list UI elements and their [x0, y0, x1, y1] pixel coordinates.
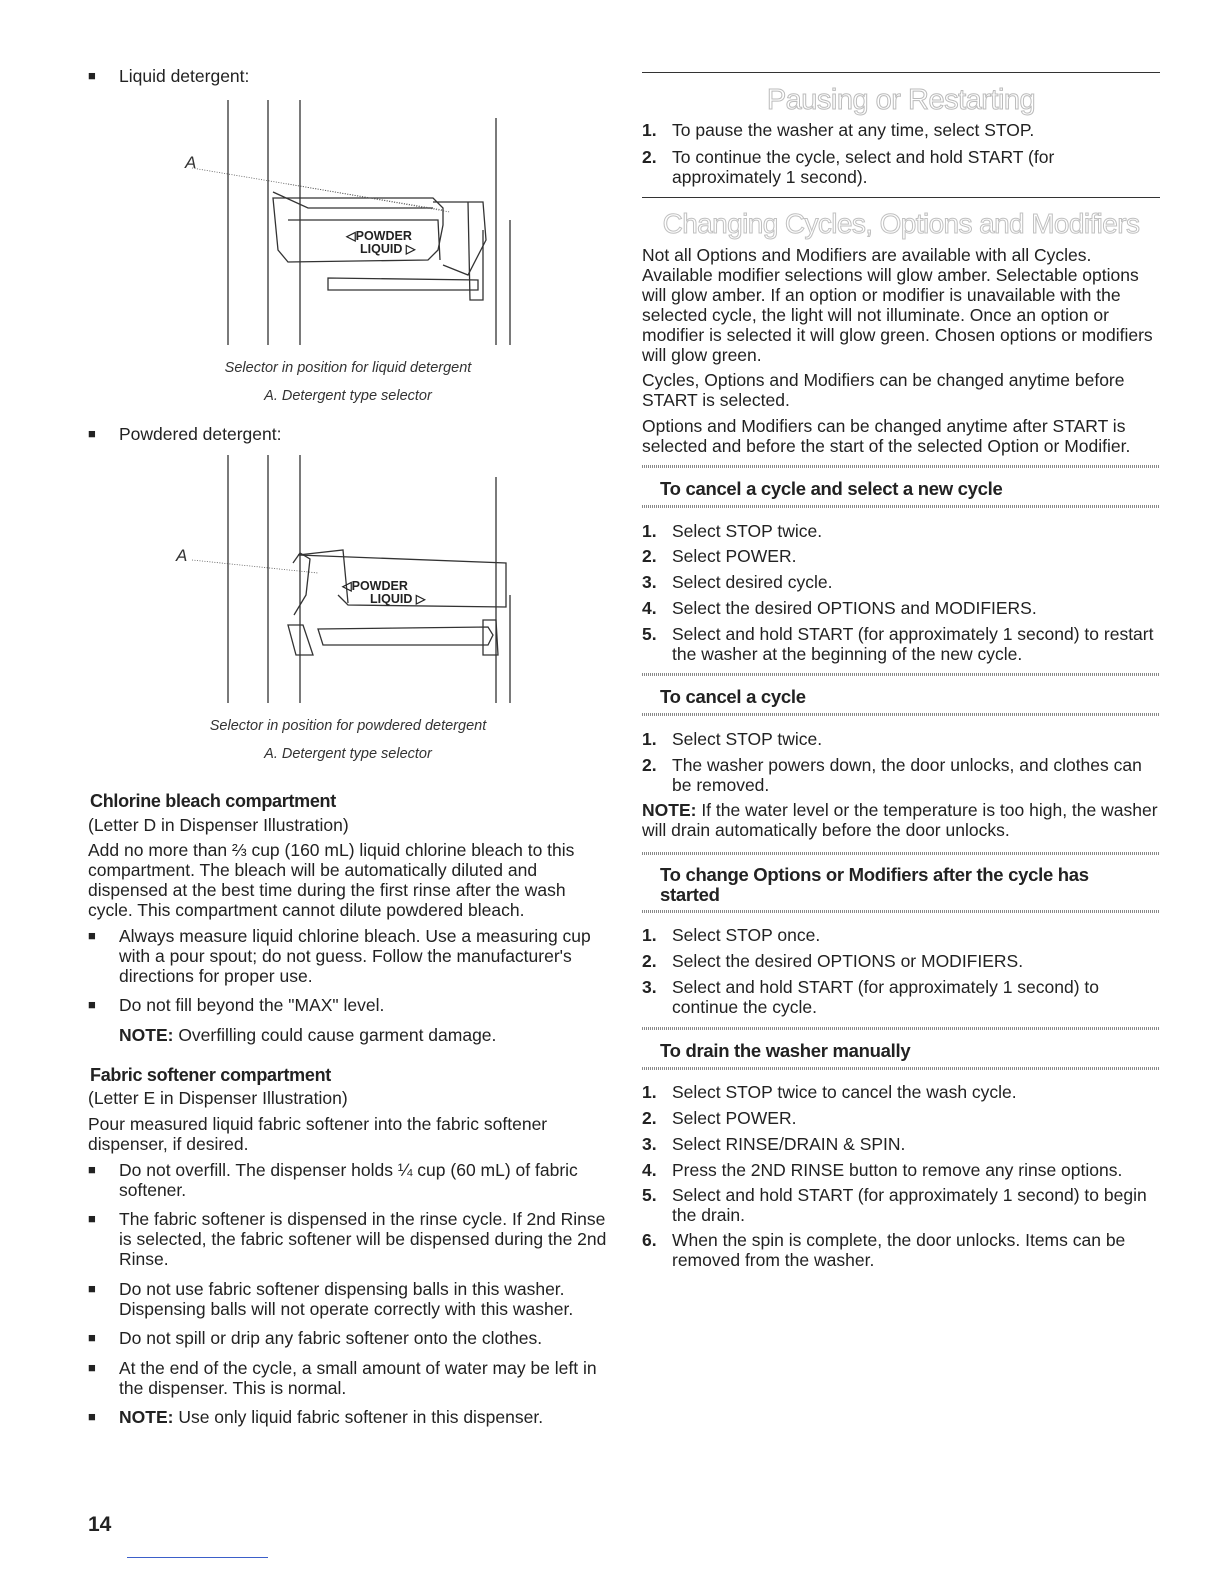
- softener-bullet-5: ■ At the end of the cycle, a small amount of water may be left in the dispenser. This is normal.: [88, 1358, 597, 1398]
- cancel-note: NOTE: If the water level or the temperature is too high, the washer will drain automatically before the door unlocks.: [642, 800, 1158, 840]
- bullet-square-icon: ■: [88, 997, 96, 1012]
- change-options-heading: To change Options or Modifiers after the cycle has started: [660, 864, 1089, 905]
- chlorine-sub: (Letter D in Dispenser Illustration): [88, 815, 349, 835]
- drain-step-2: 2. Select POWER.: [642, 1108, 797, 1128]
- liquid-label: LIQUID ▷: [360, 242, 416, 256]
- bullet-square-icon: ■: [88, 928, 96, 943]
- powder-label: ◁POWDER: [342, 579, 408, 593]
- pausing-title: Pausing or Restarting: [766, 84, 1036, 116]
- figure-label-a: A: [176, 546, 188, 565]
- change-options-step-2: 2. Select the desired OPTIONS or MODIFIERS.: [642, 951, 1024, 971]
- cancel-heading: To cancel a cycle: [660, 686, 806, 707]
- figure1-subcaption: A. Detergent type selector: [264, 388, 432, 404]
- page-number: 14: [88, 1513, 112, 1536]
- dotted-rule: [642, 910, 1160, 913]
- liquid-selector-illustration: [88, 100, 608, 350]
- softener-bullet-4: ■ Do not spill or drip any fabric softener onto the clothes.: [88, 1328, 543, 1348]
- footer-rule: [127, 1557, 268, 1558]
- cancel-new-step-4: 4. Select the desired OPTIONS and MODIFIERS.: [642, 598, 1037, 618]
- bullet-liquid-detergent: ■ Liquid detergent:: [88, 66, 250, 86]
- softener-body: Pour measured liquid fabric softener into the fabric softener dispenser, if desired.: [88, 1114, 548, 1154]
- cancel-new-step-5: 5. Select and hold START (for approximately 1 second) to restart the washer at the beginning of the new cycle.: [642, 624, 1154, 664]
- bullet-square-icon: ■: [88, 68, 96, 83]
- figure-label-a: A: [185, 153, 197, 172]
- changing-paragraph-2: Cycles, Options and Modifiers can be changed anytime before START is selected.: [642, 370, 1125, 410]
- bullet-square-icon: ■: [88, 1360, 96, 1375]
- note-label: NOTE:: [642, 800, 697, 820]
- drain-step-4: 4. Press the 2ND RINSE button to remove any rinse options.: [642, 1160, 1123, 1180]
- changing-paragraph-3: Options and Modifiers can be changed anytime after START is selected and before the start of the selected Option or Modifier.: [642, 416, 1131, 456]
- softener-sub: (Letter E in Dispenser Illustration): [88, 1088, 348, 1108]
- dotted-rule: [642, 673, 1160, 676]
- softener-bullet-3: ■ Do not use fabric softener dispensing balls in this washer. Dispensing balls will not operate correctly with this washer.: [88, 1279, 574, 1319]
- change-options-step-1: 1. Select STOP once.: [642, 925, 821, 945]
- drain-step-5: 5. Select and hold START (for approximately 1 second) to begin the drain.: [642, 1185, 1147, 1225]
- pausing-step-2: 2. To continue the cycle, select and hold START (for approximately 1 second).: [642, 147, 1055, 187]
- chlorine-note: NOTE: Overfilling could cause garment damage.: [119, 1025, 497, 1045]
- chlorine-heading: Chlorine bleach compartment: [90, 791, 336, 811]
- softener-heading: Fabric softener compartment: [90, 1065, 331, 1085]
- bullet-square-icon: ■: [88, 1162, 96, 1177]
- bullet-square-icon: ■: [88, 1281, 96, 1296]
- figure2-caption: Selector in position for powdered detergent: [209, 718, 487, 734]
- figure1-caption: Selector in position for liquid detergent: [224, 360, 472, 376]
- softener-bullet-1: ■ Do not overfill. The dispenser holds ¼ cup (60 mL) of fabric softener.: [88, 1160, 578, 1200]
- dotted-rule: [642, 1027, 1160, 1030]
- bullet-square-icon: ■: [88, 1211, 96, 1226]
- note-label: NOTE:: [119, 1025, 174, 1045]
- cancel-step-2: 2. The washer powers down, the door unlocks, and clothes can be removed.: [642, 755, 1142, 795]
- chlorine-body: Add no more than ⅔ cup (160 mL) liquid chlorine bleach to this compartment. The bleach will be automatically diluted and dispensed at the best time during the first rinse after the wash cycle. This compartment cannot dilute powdered bleach.: [88, 840, 575, 920]
- note-label: NOTE:: [119, 1407, 174, 1427]
- bullet-square-icon: ■: [88, 426, 96, 441]
- cancel-new-heading: To cancel a cycle and select a new cycle: [660, 478, 1003, 499]
- figure2-subcaption: A. Detergent type selector: [264, 746, 432, 762]
- liquid-label: LIQUID ▷: [370, 592, 426, 606]
- changing-title: Changing Cycles, Options and Modifiers: [662, 208, 1140, 239]
- chlorine-bullet-1: ■ Always measure liquid chlorine bleach. Use a measuring cup with a pour spout; do not guess. Follow the manufacturer's directions for proper use.: [88, 926, 591, 986]
- dotted-rule: [642, 505, 1160, 508]
- bullet-powdered-detergent: ■ Powdered detergent:: [88, 424, 282, 444]
- dotted-rule: [642, 713, 1160, 716]
- cancel-new-step-2: 2. Select POWER.: [642, 546, 797, 566]
- dotted-rule: [642, 852, 1160, 855]
- cancel-new-step-3: 3. Select desired cycle.: [642, 572, 833, 592]
- cancel-step-1: 1. Select STOP twice.: [642, 729, 823, 749]
- softener-bullet-2: ■ The fabric softener is dispensed in the rinse cycle. If 2nd Rinse is selected, the fabric softener will be dispensed during the 2nd Rinse.: [88, 1209, 607, 1269]
- softener-bullet-note: ■ NOTE: Use only liquid fabric softener in this dispenser.: [88, 1407, 544, 1427]
- dotted-rule: [642, 465, 1160, 468]
- section-rule: [642, 197, 1160, 198]
- drain-heading: To drain the washer manually: [660, 1040, 911, 1061]
- change-options-step-3: 3. Select and hold START (for approximately 1 second) to continue the cycle.: [642, 977, 1100, 1017]
- drain-step-3: 3. Select RINSE/DRAIN & SPIN.: [642, 1134, 906, 1154]
- drain-step-6: 6. When the spin is complete, the door unlocks. Items can be removed from the washer.: [642, 1230, 1126, 1270]
- bullet-square-icon: ■: [88, 1330, 96, 1345]
- powder-label: ◁POWDER: [346, 229, 412, 243]
- powdered-selector-illustration: [88, 455, 608, 705]
- section-rule: [642, 72, 1160, 73]
- changing-paragraph-1: Not all Options and Modifiers are available with all Cycles. Available modifier selections will glow amber. Selectable options will glow amber. If an option or modifier is unavailable with the selected cycle, the light will not illuminate. Once an option or modifier is selected it will glow green. Chosen options or modifiers will glow green.: [642, 245, 1153, 365]
- pausing-step-1: 1. To pause the washer at any time, select STOP.: [642, 120, 1035, 140]
- cancel-new-step-1: 1. Select STOP twice.: [642, 521, 823, 541]
- dotted-rule: [642, 1067, 1160, 1070]
- drain-step-1: 1. Select STOP twice to cancel the wash cycle.: [642, 1082, 1017, 1102]
- bullet-square-icon: ■: [88, 1409, 96, 1424]
- chlorine-bullet-2: ■ Do not fill beyond the "MAX" level.: [88, 995, 385, 1015]
